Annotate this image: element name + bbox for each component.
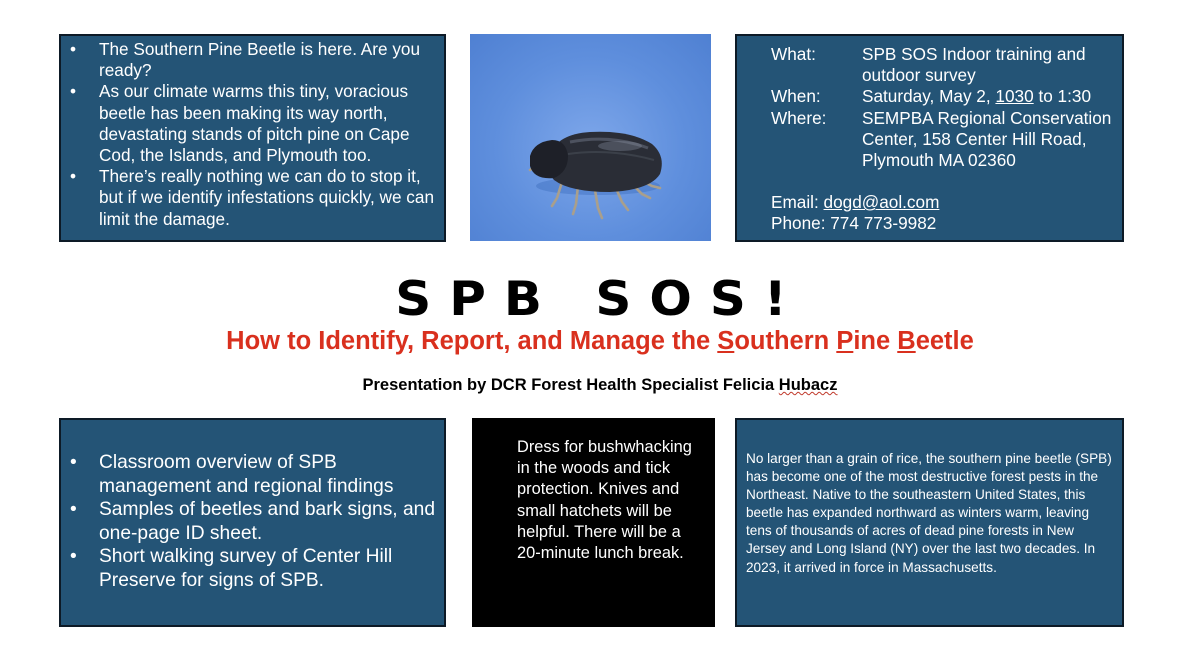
intro-bullet: • There’s really nothing we can do to stop it, but if we identify infestations quickly, we can limit the damage. [61,166,436,230]
intro-panel [59,34,446,242]
about-spb-text: No larger than a grain of rice, the southern pine beetle (SPB) has become one of the most destructive forest pests in the Northeast. Native to the southeastern United States, this beetle has expanded northward as winters warm, leaving tens of thousands of acres of dead pine forests in New Jersey and Long Island (NY) over the last two decades. In 2023, it arrived in force in Massachusetts. [746,451,1112,575]
when-label: When: [771,86,821,107]
beetle-icon [470,34,711,241]
when-date: Saturday, May 2, [862,86,996,107]
email-line [771,192,1114,213]
when-row [771,86,1114,107]
subtitle-text: eetle [915,327,974,355]
event-subtitle [0,326,1200,356]
email-link[interactable]: dogd@aol.com [823,192,940,213]
presenter-line [0,375,1200,395]
agenda-bullet-list [61,451,436,592]
where-label: Where: [771,107,827,128]
subtitle-text: outhern [734,327,837,355]
subtitle-initial-p: P [836,327,854,355]
presenter-prefix: Presentation by DCR Forest Health Specialist Felicia [362,376,779,394]
agenda-bullet: • Short walking survey of Center Hill Preserve for signs of SPB. [61,545,436,592]
subtitle-initial-b: B [897,327,916,355]
agenda-panel [59,418,446,627]
about-spb-panel [735,418,1124,627]
event-title: SPB SOS! [395,271,805,327]
what-label: What: [771,44,816,64]
when-value [862,86,1114,107]
subtitle-initial-s: S [717,327,735,355]
where-value: SEMPBA Regional Conservation Center, 158 Center Hill Road, Plymouth MA 02360 [862,107,1112,171]
when-end-time: to 1:30 [1033,86,1092,107]
beetle-photo [470,34,711,241]
dress-code-text: Dress for bushwhacking in the woods and tick protection. Knives and small hatchets will be helpful. There will be a 20-minute lunch break. [517,438,692,563]
phone-line: Phone: 774 773-9982 [771,213,937,234]
what-value: SPB SOS Indoor training and outdoor survey [862,44,1086,86]
subtitle-text: How to Identify, Report, and Manage the [226,327,718,355]
agenda-bullet: • Classroom overview of SPB management and regional findings [61,451,436,498]
intro-bullet: • As our climate warms this tiny, voracious beetle has been making its way north, devastating stands of pitch pine on Cape Cod, the Islands, and Plymouth too. [61,81,436,166]
when-start-time: 1030 [995,86,1034,107]
presenter-surname: Hubacz [778,376,838,394]
intro-bullet: • The Southern Pine Beetle is here. Are you ready? [61,39,436,81]
dress-code-panel [472,418,715,627]
event-info-panel [735,34,1124,242]
agenda-bullet: • Samples of beetles and bark signs, and one-page ID sheet. [61,498,436,545]
where-row [771,108,1114,172]
intro-bullet-list [61,39,436,230]
subtitle-text: ine [853,327,898,355]
email-label: Email: [771,192,824,213]
what-row [771,44,1114,86]
